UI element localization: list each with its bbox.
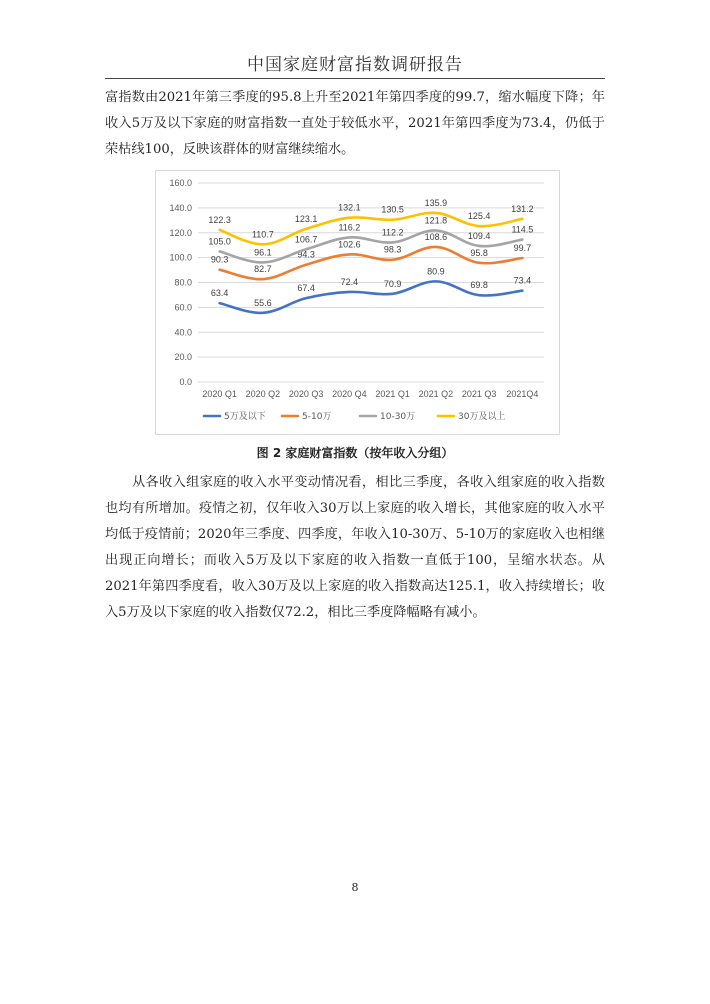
data-label: 130.5 [381, 204, 404, 215]
page-number: 8 [351, 881, 359, 894]
x-tick-label: 2020 Q4 [332, 389, 367, 399]
data-label: 112.2 [381, 227, 404, 238]
legend-label: 10-30万 [380, 412, 416, 422]
x-tick-label: 2021Q4 [506, 389, 539, 399]
y-tick-label: 0.0 [179, 377, 192, 387]
data-label: 106.7 [294, 234, 318, 245]
data-label: 70.9 [383, 278, 402, 289]
y-tick-label: 20.0 [174, 352, 192, 363]
legend-label: 5万及以下 [224, 412, 266, 422]
x-tick-label: 2021 Q3 [461, 389, 497, 399]
x-tick-label: 2020 Q3 [288, 389, 324, 399]
data-label: 121.8 [424, 215, 448, 226]
data-label: 82.7 [254, 264, 272, 275]
data-label: 67.4 [297, 283, 315, 294]
y-tick-label: 40.0 [174, 327, 192, 338]
wealth-index-chart [155, 170, 560, 435]
legend-label: 5-10万 [302, 412, 332, 422]
data-label: 99.7 [513, 242, 532, 253]
data-label: 73.4 [513, 275, 532, 286]
data-label: 122.3 [208, 214, 231, 225]
data-label: 110.7 [251, 229, 274, 240]
x-tick-label: 2021 Q1 [375, 389, 410, 399]
page-header-title: 中国家庭财富指数调研报告 [247, 55, 463, 75]
y-tick-label: 120.0 [169, 227, 192, 238]
x-tick-label: 2021 Q2 [418, 389, 454, 399]
y-tick-label: 140.0 [169, 202, 192, 213]
data-label: 80.9 [427, 266, 445, 277]
data-label: 72.4 [340, 276, 359, 287]
data-label: 132.1 [338, 202, 361, 213]
data-label: 105.0 [208, 236, 231, 247]
figure-caption: 图 2 家庭财富指数（按年收入分组） [256, 446, 454, 460]
data-label: 69.8 [470, 280, 488, 291]
data-label: 98.3 [383, 244, 402, 255]
paragraph-2: 从各收入组家庭的收入水平变动情况看，相比三季度，各收入组家庭的收入指数也均有所增加。疫情之初，仅年收入30万以上家庭的收入增长，其他家庭的收入水平均低于疫情前；2020年三季度、四季度，年收入10-30万、5-10万的家庭收入也相继出现正向增长；而收入5万及以下家庭的收入指数一直低于100，呈缩水状态。从2021年第四季度看，收入30万及以上家庭的收入指数高达125.1，收入持续增长；收入5万及以下家庭的收入指数仅72.2，相比三季度降幅略有减小。 [105, 475, 605, 620]
y-tick-label: 100.0 [169, 252, 192, 263]
data-label: 135.9 [424, 197, 448, 208]
y-tick-label: 60.0 [174, 302, 192, 313]
x-tick-label: 2020 Q1 [202, 389, 237, 399]
data-label: 63.4 [210, 288, 229, 299]
data-label: 90.3 [210, 254, 229, 265]
data-label: 55.6 [254, 297, 272, 308]
paragraph-1: 富指数由2021年第三季度的95.8上升至2021年第四季度的99.7，缩水幅度下降；年收入5万及以下家庭的财富指数一直处于较低水平，2021年第四季度为73.4，仍低于荣枯线100，反映该群体的财富继续缩水。 [105, 90, 605, 157]
legend-label: 30万及以上 [458, 412, 506, 422]
y-tick-label: 80.0 [174, 277, 192, 288]
data-label: 123.1 [294, 213, 318, 224]
data-label: 131.2 [511, 203, 534, 214]
data-label: 109.4 [467, 230, 491, 241]
y-tick-label: 160.0 [169, 178, 192, 188]
data-label: 96.1 [254, 247, 272, 258]
data-label: 94.3 [297, 249, 315, 260]
data-label: 102.6 [338, 239, 361, 250]
x-tick-label: 2020 Q2 [245, 389, 281, 399]
data-label: 116.2 [338, 222, 361, 233]
data-label: 108.6 [424, 231, 448, 242]
data-label: 114.5 [511, 224, 534, 235]
chart-svg [156, 171, 561, 436]
data-label: 125.4 [467, 211, 491, 222]
data-label: 95.8 [470, 247, 488, 258]
header-divider [105, 78, 605, 79]
